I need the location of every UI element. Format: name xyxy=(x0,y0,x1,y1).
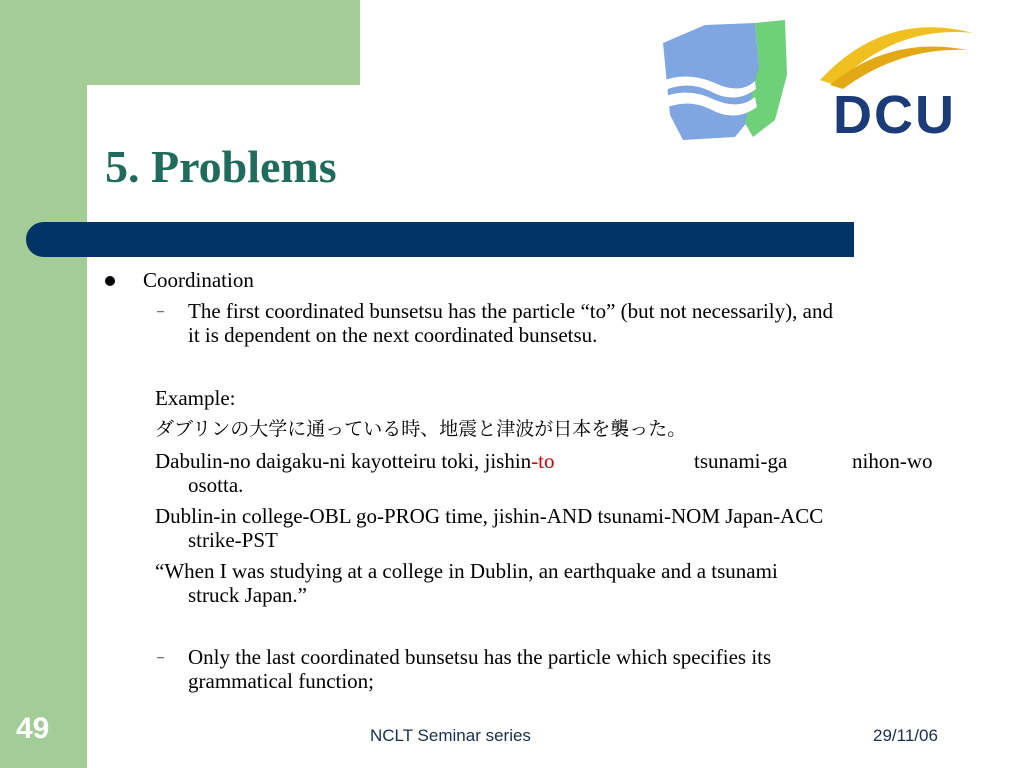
romaji-line1-a xyxy=(155,449,555,473)
logo-text: DCU xyxy=(833,85,956,145)
slide-title: 5. Problems xyxy=(105,141,337,192)
romaji-to-particle: -to xyxy=(531,449,555,473)
sub-bullet-2-line2: grammatical function; xyxy=(188,669,375,693)
bullet-dot xyxy=(105,276,115,286)
sub-bullet-1-line1: The first coordinated bunsetsu has the particle “to” (but not necessarily), and xyxy=(188,299,833,323)
romaji-line2: osotta. xyxy=(188,473,244,497)
sub-bullet-dash: – xyxy=(157,304,164,319)
sub-bullet-dash-2: – xyxy=(157,650,164,665)
footer-series: NCLT Seminar series xyxy=(370,726,531,745)
translation-line2: struck Japan.” xyxy=(188,583,307,607)
page-number: 49 xyxy=(16,712,50,745)
translation-line1: “When I was studying at a college in Dublin, an earthquake and a tsunami xyxy=(155,559,778,583)
sub-bullet-1-line2: it is dependent on the next coordinated bunsetsu. xyxy=(188,323,598,347)
romaji-nihon: nihon-wo xyxy=(852,449,933,473)
sub-bullet-2-line1: Only the last coordinated bunsetsu has the particle which specifies its xyxy=(188,645,772,669)
example-label: Example: xyxy=(155,386,236,410)
romaji-main: Dabulin-no daigaku-ni kayotteiru toki, jishin xyxy=(155,449,532,473)
gloss-line2: strike-PST xyxy=(188,528,278,552)
footer-date: 29/11/06 xyxy=(873,726,938,745)
romaji-tsunami: tsunami-ga xyxy=(694,449,788,473)
bullet-coordination: Coordination xyxy=(143,268,254,292)
gloss-line1: Dublin-in college-OBL go-PROG time, jishin-AND tsunami-NOM Japan-ACC xyxy=(155,504,824,528)
japanese-sentence: ダブリンの大学に通っている時、地震と津波が日本を襲った。 xyxy=(155,418,687,440)
